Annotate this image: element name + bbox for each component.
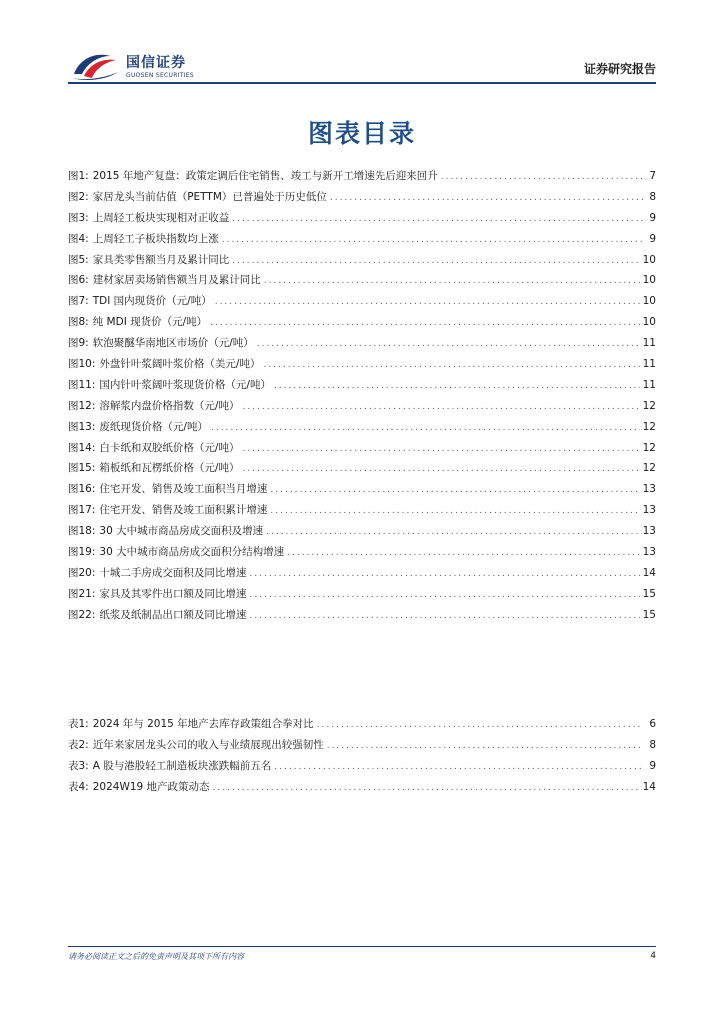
figure-toc-entry[interactable] (68, 356, 656, 377)
figure-toc-entry[interactable] (68, 419, 656, 440)
entry-label: 图15: (68, 462, 96, 475)
entry-title: 家具类零售额当月及累计同比 (92, 253, 230, 266)
figure-toc-entry[interactable] (68, 565, 656, 586)
entry-title: 废纸现货价格（元/吨） (99, 420, 208, 433)
figure-toc-entry[interactable] (68, 607, 656, 628)
figure-toc-entry[interactable] (68, 293, 656, 314)
entry-title: 十城二手房成交面积及同比增速 (99, 566, 247, 579)
entry-label: 图3: (68, 211, 89, 224)
entry-label: 图13: (68, 420, 96, 433)
dot-leader (327, 741, 643, 751)
table-toc-entry[interactable] (68, 716, 656, 737)
dot-leader (211, 423, 640, 433)
toc-title: 图表目录 (307, 119, 416, 148)
entry-title: 软泡聚醚华南地区市场价（元/吨） (92, 337, 254, 350)
figure-toc-entry[interactable] (68, 314, 656, 335)
entry-page-number: 12 (642, 399, 656, 412)
dot-leader (257, 339, 640, 349)
entry-page-number: 13 (642, 504, 656, 517)
dot-leader (263, 360, 639, 370)
entry-label: 图14: (68, 441, 96, 454)
dot-leader (274, 762, 643, 772)
entry-page-number: 9 (649, 759, 656, 772)
entry-label: 图5: (68, 253, 89, 266)
entry-title: 上周轻工板块实现相对正收益 (92, 211, 230, 224)
figure-toc-entry[interactable] (68, 440, 656, 461)
header-divider (68, 82, 656, 84)
dot-leader (213, 783, 640, 793)
entry-title: 近年来家居龙头公司的收入与业绩展现出较强韧性 (92, 738, 324, 751)
entry-title: A 股与港股轻工制造板块涨跌幅前五名 (92, 759, 272, 772)
entry-page-number: 9 (649, 232, 656, 245)
entry-label: 图7: (68, 295, 89, 308)
entry-page-number: 15 (642, 608, 656, 621)
entry-title: 溶解浆内盘价格指数（元/吨） (99, 399, 240, 412)
dot-leader (232, 256, 639, 266)
entry-page-number: 13 (642, 525, 656, 538)
entry-page-number: 8 (649, 190, 656, 203)
logo-english-name: GUOSEN SECURITIES (126, 72, 195, 79)
entry-label: 图17: (68, 504, 96, 517)
table-list (68, 716, 656, 800)
entry-title: 2015 年地产复盘：政策定调后住宅销售、竣工与新开工增速先后迎来回升 (92, 170, 438, 182)
entry-page-number: 6 (649, 718, 656, 730)
table-toc-entry[interactable] (68, 737, 656, 758)
figure-toc-entry[interactable] (68, 335, 656, 356)
dot-leader (222, 235, 643, 245)
dot-leader (242, 402, 639, 412)
entry-label: 表1: (68, 718, 89, 730)
entry-page-number: 15 (642, 587, 656, 600)
guosen-logo-mark-icon (70, 50, 122, 82)
entry-label: 图11: (68, 378, 96, 391)
report-type: 证券研究报告 (583, 62, 656, 76)
entry-title: 箱板纸和瓦楞纸价格（元/吨） (99, 462, 240, 475)
logo-chinese-name: 国信证券 (126, 55, 186, 71)
figure-toc-entry[interactable] (68, 272, 656, 293)
entry-label: 图22: (68, 608, 96, 621)
entry-title: 住宅开发、销售及竣工面积累计增速 (99, 504, 268, 517)
figure-toc-entry[interactable] (68, 460, 656, 481)
entry-label: 图19: (68, 546, 96, 559)
entry-page-number: 10 (642, 253, 656, 266)
entry-label: 图16: (68, 483, 96, 496)
entry-page-number: 8 (649, 738, 656, 751)
entry-title: 上周轻工子板块指数均上涨 (92, 232, 219, 245)
entry-page-number: 12 (642, 462, 656, 475)
footer-divider (68, 946, 656, 947)
dot-leader (210, 318, 639, 328)
entry-page-number: 14 (642, 566, 656, 579)
figure-list (68, 168, 656, 628)
dot-leader (317, 720, 643, 730)
entry-title: 国内针叶浆阔叶浆现货价格（元/吨） (99, 378, 271, 391)
entry-title: 家具及其零件出口额及同比增速 (99, 587, 247, 600)
table-toc-entry[interactable] (68, 779, 656, 800)
entry-title: 家居龙头当前估值（PETTM）已普遍处于历史低位 (92, 190, 327, 203)
figure-toc-entry[interactable] (68, 189, 656, 210)
dot-leader (330, 193, 643, 203)
entry-page-number: 13 (642, 483, 656, 496)
entry-page-number: 7 (649, 170, 656, 182)
entry-label: 表3: (68, 759, 89, 772)
page-header (68, 46, 656, 86)
figure-toc-entry[interactable] (68, 586, 656, 607)
entry-title: 2024 年与 2015 年地产去库存政策组合拳对比 (92, 718, 314, 730)
entry-label: 图6: (68, 274, 89, 287)
entry-label: 图2: (68, 190, 89, 203)
entry-page-number: 14 (642, 780, 656, 793)
entry-page-number: 13 (642, 546, 656, 559)
dot-leader (249, 569, 639, 579)
entry-title: TDI 国内现货价（元/吨） (92, 295, 212, 308)
figure-toc-entry[interactable] (68, 231, 656, 252)
figure-toc-entry[interactable] (68, 523, 656, 544)
figure-toc-entry[interactable] (68, 502, 656, 523)
dot-leader (441, 172, 643, 182)
dot-leader (266, 527, 640, 537)
entry-title: 30 大中城市商品房成交面积及增速 (99, 525, 264, 538)
entry-label: 图18: (68, 525, 96, 538)
figure-toc-entry[interactable] (68, 168, 656, 189)
figure-toc-entry[interactable] (68, 544, 656, 565)
entry-title: 住宅开发、销售及竣工面积当月增速 (99, 483, 268, 496)
entry-label: 图10: (68, 358, 96, 371)
entry-page-number: 9 (649, 211, 656, 224)
figure-toc-entry[interactable] (68, 398, 656, 419)
entry-page-number: 11 (642, 358, 656, 371)
dot-leader (287, 548, 640, 558)
entry-label: 图4: (68, 232, 89, 245)
dot-leader (242, 444, 639, 454)
dot-leader (215, 297, 640, 307)
page-number: 4 (650, 951, 656, 961)
entry-label: 图20: (68, 566, 96, 579)
entry-label: 表2: (68, 738, 89, 751)
entry-label: 图8: (68, 316, 89, 329)
entry-page-number: 12 (642, 441, 656, 454)
entry-label: 表4: (68, 780, 89, 793)
dot-leader (264, 276, 640, 286)
figure-toc-entry[interactable] (68, 252, 656, 273)
entry-title: 纸浆及纸制品出口额及同比增速 (99, 608, 247, 621)
dot-leader (249, 611, 639, 621)
entry-page-number: 10 (642, 274, 656, 287)
dot-leader (274, 381, 640, 391)
entry-title: 30 大中城市商品房成交面积分结构增速 (99, 546, 285, 559)
entry-title: 白卡纸和双胶纸价格（元/吨） (99, 441, 240, 454)
entry-title: 2024W19 地产政策动态 (92, 780, 210, 793)
entry-label: 图12: (68, 399, 96, 412)
table-toc-entry[interactable] (68, 758, 656, 779)
figure-toc-entry[interactable] (68, 210, 656, 231)
figure-toc-entry[interactable] (68, 377, 656, 398)
entry-page-number: 10 (642, 316, 656, 329)
dot-leader (232, 214, 643, 224)
dot-leader (270, 506, 639, 516)
entry-title: 建材家居卖场销售额当月及累计同比 (92, 274, 261, 287)
dot-leader (249, 590, 639, 600)
entry-label: 图9: (68, 337, 89, 350)
entry-page-number: 12 (642, 420, 656, 433)
entry-label: 图1: (68, 170, 89, 182)
figure-toc-entry[interactable] (68, 481, 656, 502)
dot-leader (242, 464, 639, 474)
entry-title: 外盘针叶浆阔叶浆价格（美元/吨） (99, 358, 261, 371)
entry-page-number: 10 (642, 295, 656, 308)
entry-label: 图21: (68, 587, 96, 600)
footer-disclaimer: 请务必阅读正文之后的免责声明及其项下所有内容 (68, 952, 244, 961)
dot-leader (270, 485, 639, 495)
company-logo (70, 50, 210, 84)
entry-page-number: 11 (642, 337, 656, 350)
entry-page-number: 11 (642, 378, 656, 391)
entry-title: 纯 MDI 现货价（元/吨） (92, 316, 208, 329)
